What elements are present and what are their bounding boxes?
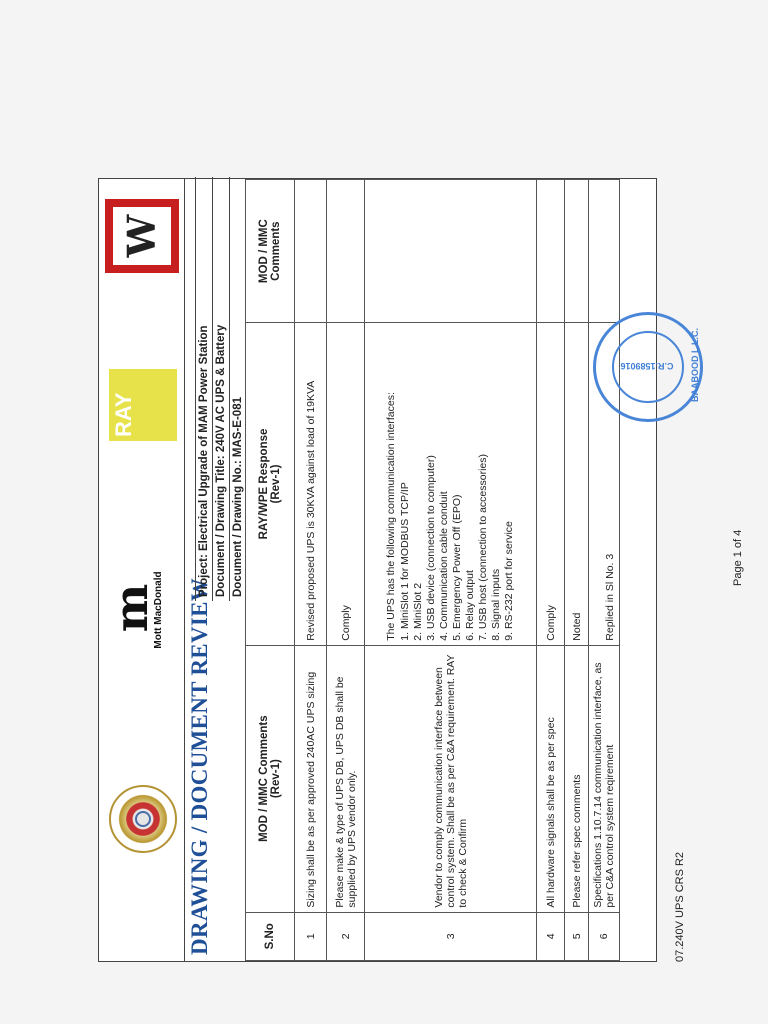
list-item: 9. RS-232 port for service	[503, 521, 515, 641]
row-mod-comment	[565, 180, 589, 323]
table-row	[589, 180, 620, 961]
row-mod-comment	[327, 180, 365, 323]
row-mod-comment	[295, 180, 327, 323]
project-info	[195, 177, 246, 601]
table-row	[295, 180, 327, 961]
list-item: 8. Signal inputs	[490, 568, 502, 641]
row-comment: Please refer spec comments	[565, 645, 589, 912]
list-item: 6. Relay output	[464, 570, 476, 641]
header-mod-comments: MOD / MMC Comments (Rev-1)	[246, 645, 295, 912]
company-stamp: C.R.1589016 BAABOOD L.L.C.	[593, 312, 703, 422]
ray-logo: RAY	[109, 369, 177, 441]
row-response: Replied in Sl No. 3	[589, 323, 620, 645]
row-response: Comply	[327, 323, 365, 645]
row-mod-comment	[365, 180, 537, 323]
row-response: Comply	[537, 323, 565, 645]
document-reference: 07.240V UPS CRS R2	[674, 851, 686, 962]
header-row	[246, 180, 295, 961]
header-mod-comments-2: MOD / MMC Comments	[246, 180, 295, 323]
drawing-title-line: Document / Drawing Title: 240V AC UPS & Battery	[212, 177, 229, 601]
row-comment: Vendor to comply communication interface between control system. Shall be as per C&A requirement. RAY to check & Confirm	[365, 645, 537, 912]
row-sno: 5	[565, 912, 589, 960]
wpe-logo: W	[105, 199, 179, 273]
interface-list	[399, 327, 516, 640]
list-item: 4. Communication cable conduit	[438, 491, 450, 641]
page-number: Page 1 of 4	[732, 529, 744, 586]
row-sno: 2	[327, 912, 365, 960]
mott-macdonald-logo: m Mott MacDonald	[104, 571, 164, 649]
comments-table	[245, 179, 620, 961]
row-comment: All hardware signals shall be as per spec	[537, 645, 565, 912]
row-sno: 3	[365, 912, 537, 960]
table-row	[327, 180, 365, 961]
document-title: DRAWING / DOCUMENT REVIEW	[187, 577, 212, 955]
response-intro: The UPS has the following communication interfaces:	[385, 392, 397, 641]
row-mod-comment	[589, 180, 620, 323]
review-table	[98, 178, 657, 962]
table-row	[565, 180, 589, 961]
header-sno: S.No	[246, 912, 295, 960]
row-comment: Specifications 1.10.7.14 communication interface, as per C&A control system reqirement	[589, 645, 620, 912]
oman-emblem-logo	[109, 785, 177, 853]
list-item: 3. USB device (connection to computer)	[425, 455, 437, 641]
drawing-number-line: Document / Drawing No.: MAS-E-081	[229, 177, 246, 601]
row-comment: Please make & type of UPS DB, UPS DB shall be supplied by UPS vendor only.	[327, 645, 365, 912]
list-item: 7. USB host (connection to accessories)	[477, 453, 489, 641]
row-response	[365, 323, 537, 645]
table-row	[365, 180, 537, 961]
row-sno: 4	[537, 912, 565, 960]
row-sno: 6	[589, 912, 620, 960]
table-row	[537, 180, 565, 961]
list-item: 5. Emergency Power Off (EPO)	[451, 494, 463, 641]
row-mod-comment	[537, 180, 565, 323]
row-comment: Sizing shall be as per approved 240AC UPS sizing	[295, 645, 327, 912]
row-response: Noted	[565, 323, 589, 645]
project-line: Project: Electrical Upgrade of MAM Power Station	[195, 177, 212, 601]
logo-band	[99, 179, 184, 961]
header-ray-response: RAY/WPE Response (Rev-1)	[246, 323, 295, 645]
list-item: 2. MiniSlot 2	[412, 582, 424, 641]
list-item: 1. MiniSlot 1 for MODBUS TCP/IP	[399, 482, 411, 641]
row-response: Revised proposed UPS is 30KVA against load of 19KVA	[295, 323, 327, 645]
row-sno: 1	[295, 912, 327, 960]
